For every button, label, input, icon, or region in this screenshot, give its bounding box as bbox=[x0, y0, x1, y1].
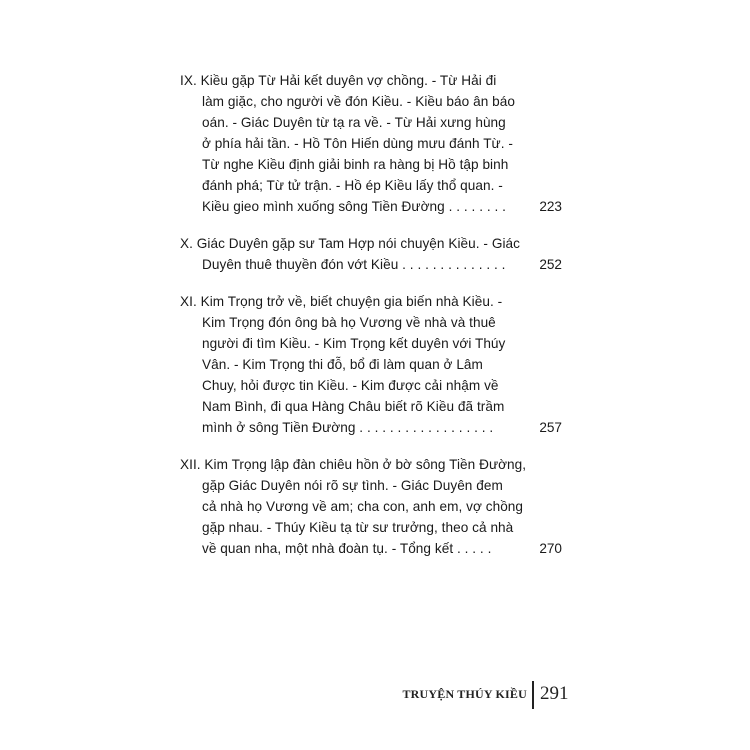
toc-entry-line: X. Giác Duyên gặp sư Tam Hợp nói chuyện Kiều. - Giác bbox=[180, 236, 520, 251]
toc-entry-line: gặp nhau. - Thúy Kiều tạ từ sư trưởng, theo cả nhà bbox=[202, 520, 514, 535]
toc-entry-line: IX. Kiều gặp Từ Hải kết duyên vợ chồng. - Từ Hải đi bbox=[180, 73, 497, 88]
toc-entry-line: Nam Bình, đi qua Hàng Châu biết rõ Kiều đã trầm bbox=[202, 399, 505, 414]
toc-entry-line: về quan nha, một nhà đoàn tụ. - Tổng kết . . . . . bbox=[202, 541, 492, 556]
toc-entry-line: cả nhà họ Vương về am; cha con, anh em, vợ chồng bbox=[202, 499, 524, 514]
toc-page-number: 252 bbox=[539, 257, 562, 272]
toc-entry-xii[interactable] bbox=[180, 454, 570, 559]
toc-entry-line: Kim Trọng đón ông bà họ Vương về nhà và thuê bbox=[202, 315, 496, 330]
toc-entry-line: gặp Giác Duyên nói rõ sự tình. - Giác Duyên đem bbox=[202, 478, 503, 493]
toc-entry-line: đánh phá; Từ tử trận. - Hồ ép Kiều lấy thổ quan. - bbox=[202, 178, 503, 193]
toc-entry-line: Chuy, hỏi được tin Kiều. - Kim được cải nhậm về bbox=[202, 378, 499, 393]
toc-page-number: 257 bbox=[539, 420, 562, 435]
running-title: TRUYỆN THÚY KIỀU bbox=[402, 687, 527, 701]
toc-page-number: 270 bbox=[539, 541, 562, 556]
toc-entry-line: người đi tìm Kiều. - Kim Trọng kết duyên với Thúy bbox=[202, 336, 506, 351]
page-footer bbox=[0, 678, 750, 712]
table-of-contents bbox=[180, 70, 570, 575]
toc-entry-line: làm giặc, cho người về đón Kiều. - Kiều báo ân báo bbox=[202, 94, 515, 109]
toc-entry-line: Kiều gieo mình xuống sông Tiền Đường . . . . . . . . bbox=[202, 199, 506, 214]
toc-entry-x[interactable] bbox=[180, 233, 570, 275]
toc-entry-line: oán. - Giác Duyên từ tạ ra về. - Từ Hải xưng hùng bbox=[202, 115, 506, 130]
toc-entry-line: Từ nghe Kiều định giải binh ra hàng bị Hồ tập binh bbox=[202, 157, 509, 172]
toc-entry-line: XII. Kim Trọng lập đàn chiêu hồn ở bờ sông Tiền Đường, bbox=[180, 457, 527, 472]
toc-entry-line: Duyên thuê thuyền đón vớt Kiều . . . . . . . . . . . . . . bbox=[202, 257, 506, 272]
footer-divider bbox=[532, 681, 534, 709]
toc-page-number: 223 bbox=[539, 199, 562, 214]
toc-entry-line: mình ở sông Tiền Đường . . . . . . . . . . . . . . . . . . bbox=[202, 420, 494, 435]
toc-entry-xi[interactable] bbox=[180, 291, 570, 438]
footer-page-number: 291 bbox=[540, 683, 569, 704]
toc-entry-ix[interactable] bbox=[180, 70, 570, 217]
toc-entry-line: XI. Kim Trọng trở về, biết chuyện gia biến nhà Kiều. - bbox=[180, 294, 503, 309]
toc-entry-line: ở phía hải tần. - Hồ Tôn Hiến dùng mưu đánh Từ. - bbox=[202, 136, 513, 151]
toc-entry-line: Vân. - Kim Trọng thi đỗ, bổ đi làm quan ở Lâm bbox=[202, 357, 483, 372]
